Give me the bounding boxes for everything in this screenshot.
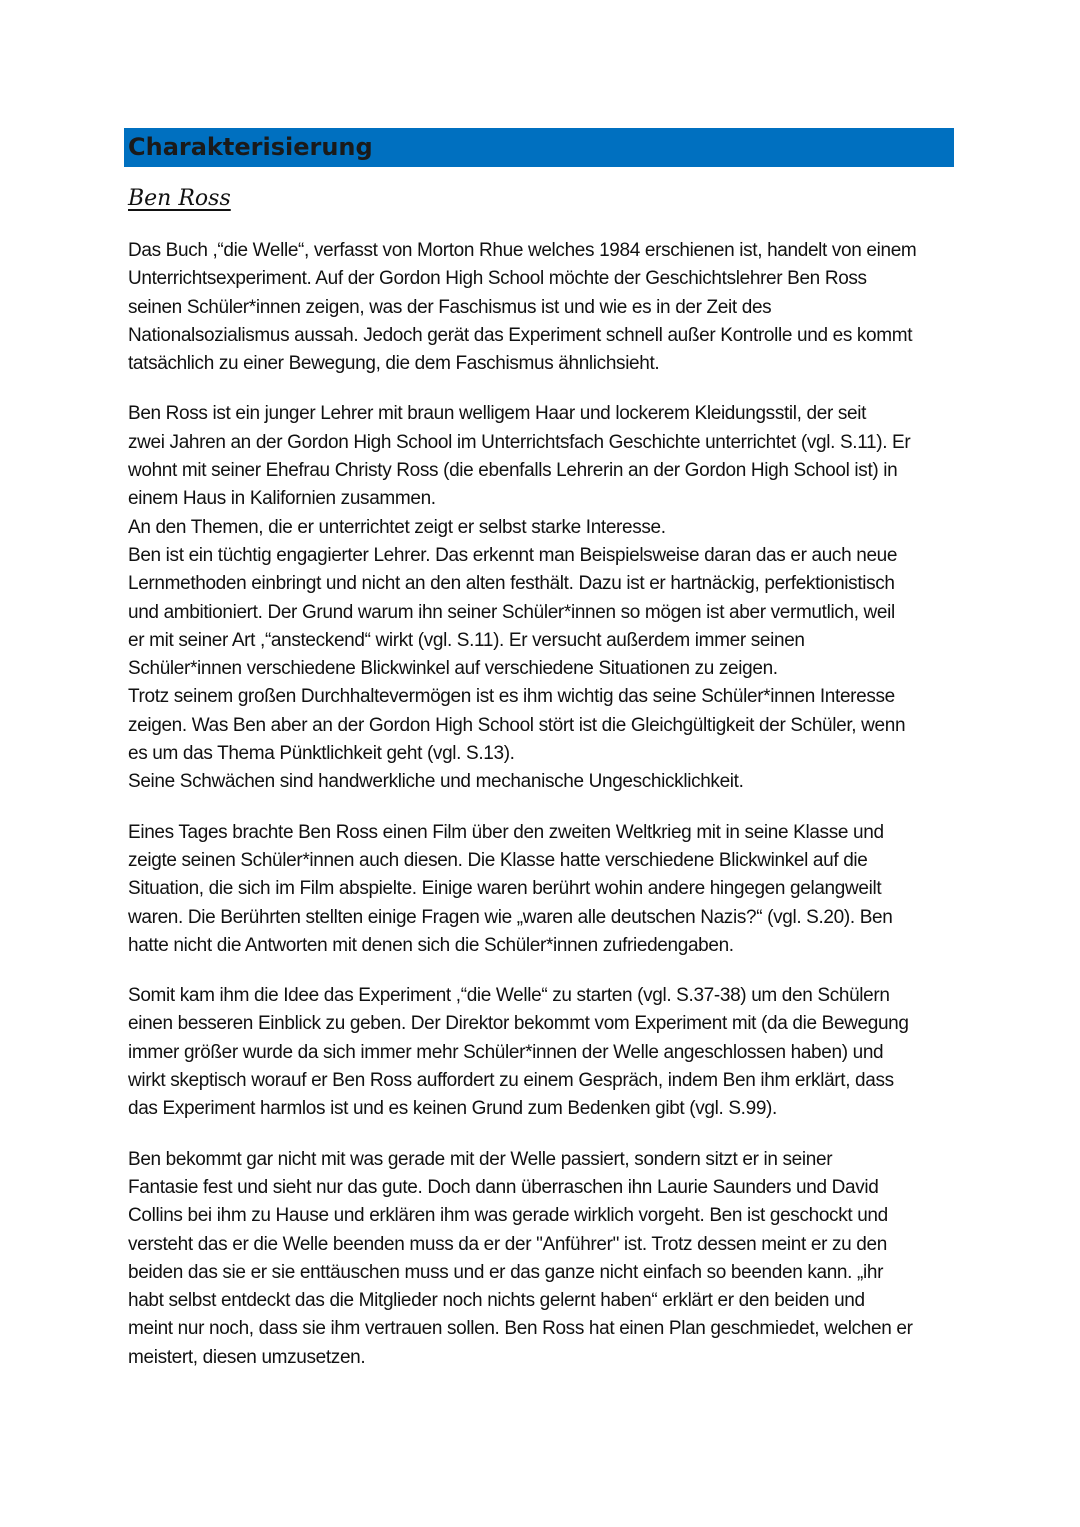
text-line: Ben ist ein tüchtig engagierter Lehrer. Das erkennt man Beispielsweise daran das er auch neue: [128, 544, 898, 566]
text-line: wirkt skeptisch worauf er Ben Ross auffordert zu einem Gespräch, indem Ben ihm erklärt, dass: [128, 1070, 894, 1092]
text-line: beiden das sie er sie enttäuschen muss und er das ganze nicht einfach so beenden kann. „ihr: [128, 1261, 884, 1283]
text-line: Schüler*innen verschiedene Blickwinkel auf verschiedene Situationen zu zeigen.: [128, 658, 778, 680]
paragraph-ending: [128, 1146, 958, 1372]
section-subheading: Ben Ross: [128, 186, 231, 211]
text-line: Seine Schwächen sind handwerkliche und mechanische Ungeschicklichkeit.: [128, 771, 744, 793]
text-line: zeigte seinen Schüler*innen auch diesen. Die Klasse hatte verschiedene Blickwinkel auf die: [128, 849, 868, 871]
text-line: An den Themen, die er unterrichtet zeigt er selbst starke Interesse.: [128, 516, 666, 538]
paragraph-film: [128, 819, 958, 960]
heading-bar: [124, 128, 954, 167]
text-line: zeigen. Was Ben aber an der Gordon High School stört ist die Gleichgültigkeit der Schüler, wenn: [128, 714, 906, 736]
text-line: er mit seiner Art ,“ansteckend“ wirkt (vgl. S.11). Er versucht außerdem immer seinen: [128, 629, 805, 651]
text-line: tatsächlich zu einer Bewegung, die dem Faschismus ähnlichsieht.: [128, 353, 660, 375]
text-line: meistert, diesen umzusetzen.: [128, 1346, 366, 1368]
text-line: Ben bekommt gar nicht mit was gerade mit der Welle passiert, sondern sitzt er in seiner: [128, 1148, 833, 1170]
text-line: einen besseren Einblick zu geben. Der Direktor bekommt vom Experiment mit (da die Bewegung: [128, 1013, 909, 1035]
text-line: Fantasie fest und sieht nur das gute. Doch dann überraschen ihn Laurie Saunders und David: [128, 1176, 879, 1198]
text-line: wohnt mit seiner Ehefrau Christy Ross (die ebenfalls Lehrerin an der Gordon High School ist) in: [128, 460, 898, 482]
paragraph-experiment: [128, 982, 958, 1123]
text-line: Nationalsozialismus aussah. Jedoch gerät das Experiment schnell außer Kontrolle und es kommt: [128, 324, 913, 346]
paragraph-characteristics: [128, 400, 958, 796]
text-line: versteht das er die Welle beenden muss da er der "Anführer" ist. Trotz dessen meint er zu den: [128, 1233, 887, 1255]
text-line: Collins bei ihm zu Hause und erklären ihm was gerade wirklich vorgeht. Ben ist geschockt und: [128, 1205, 888, 1227]
text-line: Ben Ross ist ein junger Lehrer mit braun welligem Haar und lockerem Kleidungsstil, der seit: [128, 403, 867, 425]
text-line: Somit kam ihm die Idee das Experiment ,“die Welle“ zu starten (vgl. S.37-38) um den Schülern: [128, 985, 890, 1007]
text-line: Situation, die sich im Film abspielte. Einige waren berührt wohin andere hingegen gelangweilt: [128, 878, 882, 900]
text-line: das Experiment harmlos ist und es keinen Grund zum Bedenken gibt (vgl. S.99).: [128, 1098, 777, 1120]
text-line: Das Buch ,“die Welle“, verfasst von Morton Rhue welches 1984 erschienen ist, handelt von einem: [128, 240, 917, 261]
text-line: Lernmethoden einbringt und nicht an den alten festhält. Dazu ist er hartnäckig, perfektionistisch: [128, 573, 895, 595]
text-line: es um das Thema Pünktlichkeit geht (vgl. S.13).: [128, 743, 515, 765]
body-text: [128, 237, 958, 1394]
text-line: Trotz seinem großen Durchhaltevermögen ist es ihm wichtig das seine Schüler*innen Interesse: [128, 686, 895, 708]
text-line: Unterrichtsexperiment. Auf der Gordon High School möchte der Geschichtslehrer Ben Ross: [128, 268, 867, 290]
page-title: Charakterisierung: [128, 133, 373, 161]
text-line: habt selbst entdeckt das die Mitglieder noch nichts gelernt haben“ erklärt er den beiden und: [128, 1290, 865, 1312]
text-line: Eines Tages brachte Ben Ross einen Film über den zweiten Weltkrieg mit in seine Klasse und: [128, 821, 884, 843]
text-line: hatte nicht die Antworten mit denen sich die Schüler*innen zufriedengaben.: [128, 934, 734, 956]
text-line: einem Haus in Kalifornien zusammen.: [128, 488, 436, 510]
text-line: zwei Jahren an der Gordon High School im Unterrichtsfach Geschichte unterrichtet (vgl. S.11). Er: [128, 431, 911, 453]
text-line: meint nur noch, dass sie ihm vertrauen sollen. Ben Ross hat einen Plan geschmiedet, welchen er: [128, 1318, 913, 1340]
text-line: und ambitioniert. Der Grund warum ihn seiner Schüler*innen so mögen ist aber vermutlich, weil: [128, 601, 895, 623]
text-line: immer größer wurde da sich immer mehr Schüler*innen der Welle angeschlossen haben) und: [128, 1041, 884, 1063]
paragraph-intro: [128, 237, 958, 378]
text-line: waren. Die Berührten stellten einige Fragen wie „waren alle deutschen Nazis?“ (vgl. S.20). Ben: [128, 906, 893, 928]
text-line: seinen Schüler*innen zeigen, was der Faschismus ist und wie es in der Zeit des: [128, 296, 772, 318]
